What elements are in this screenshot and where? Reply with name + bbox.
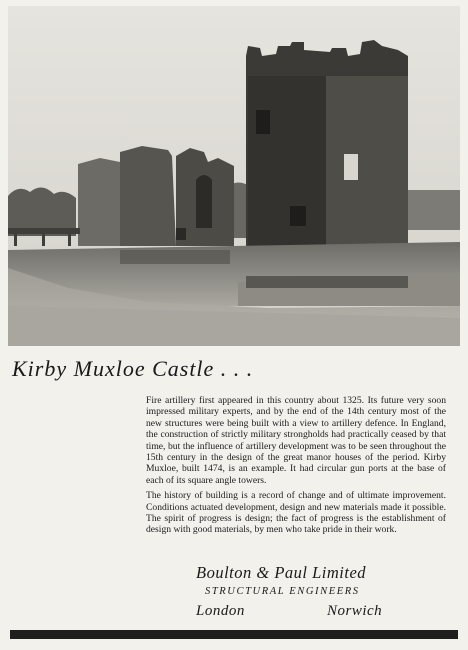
castle-photograph <box>8 6 460 346</box>
bottom-rule <box>10 630 458 639</box>
headline: Kirby Muxloe Castle . . . <box>12 356 254 381</box>
city-norwich: Norwich <box>327 603 383 619</box>
company-name: Boulton & Paul Limited <box>196 563 367 582</box>
castle-photo-illustration <box>8 6 460 346</box>
company-tagline: STRUCTURAL ENGINEERS <box>205 586 360 597</box>
body-copy <box>146 395 446 536</box>
city-london: London <box>196 603 245 619</box>
paragraph-artillery-history: Fire artillery first appeared in this country about 1325. Its future very soon impressed military experts, and by the end of the 14th century most of the new structures were being built with a view to artillery defence. In England, the construction of strictly military strongholds had practically ceased by that time, but the influence of artillery development was to be seen throughout the 15th century in the design of the great manor houses of the period. Kirby Muxloe, built 1474, is an example. It had circular gun ports at the base of each of its square angle towers. <box>146 395 446 486</box>
paragraph-building-history: The history of building is a record of change and of ultimate improvement. Conditions actuated development, design and new materials made it possible. The spirit of progress is design; the fact of progress is the establishment of design with good materials, by men who take pride in their work. <box>146 490 446 536</box>
